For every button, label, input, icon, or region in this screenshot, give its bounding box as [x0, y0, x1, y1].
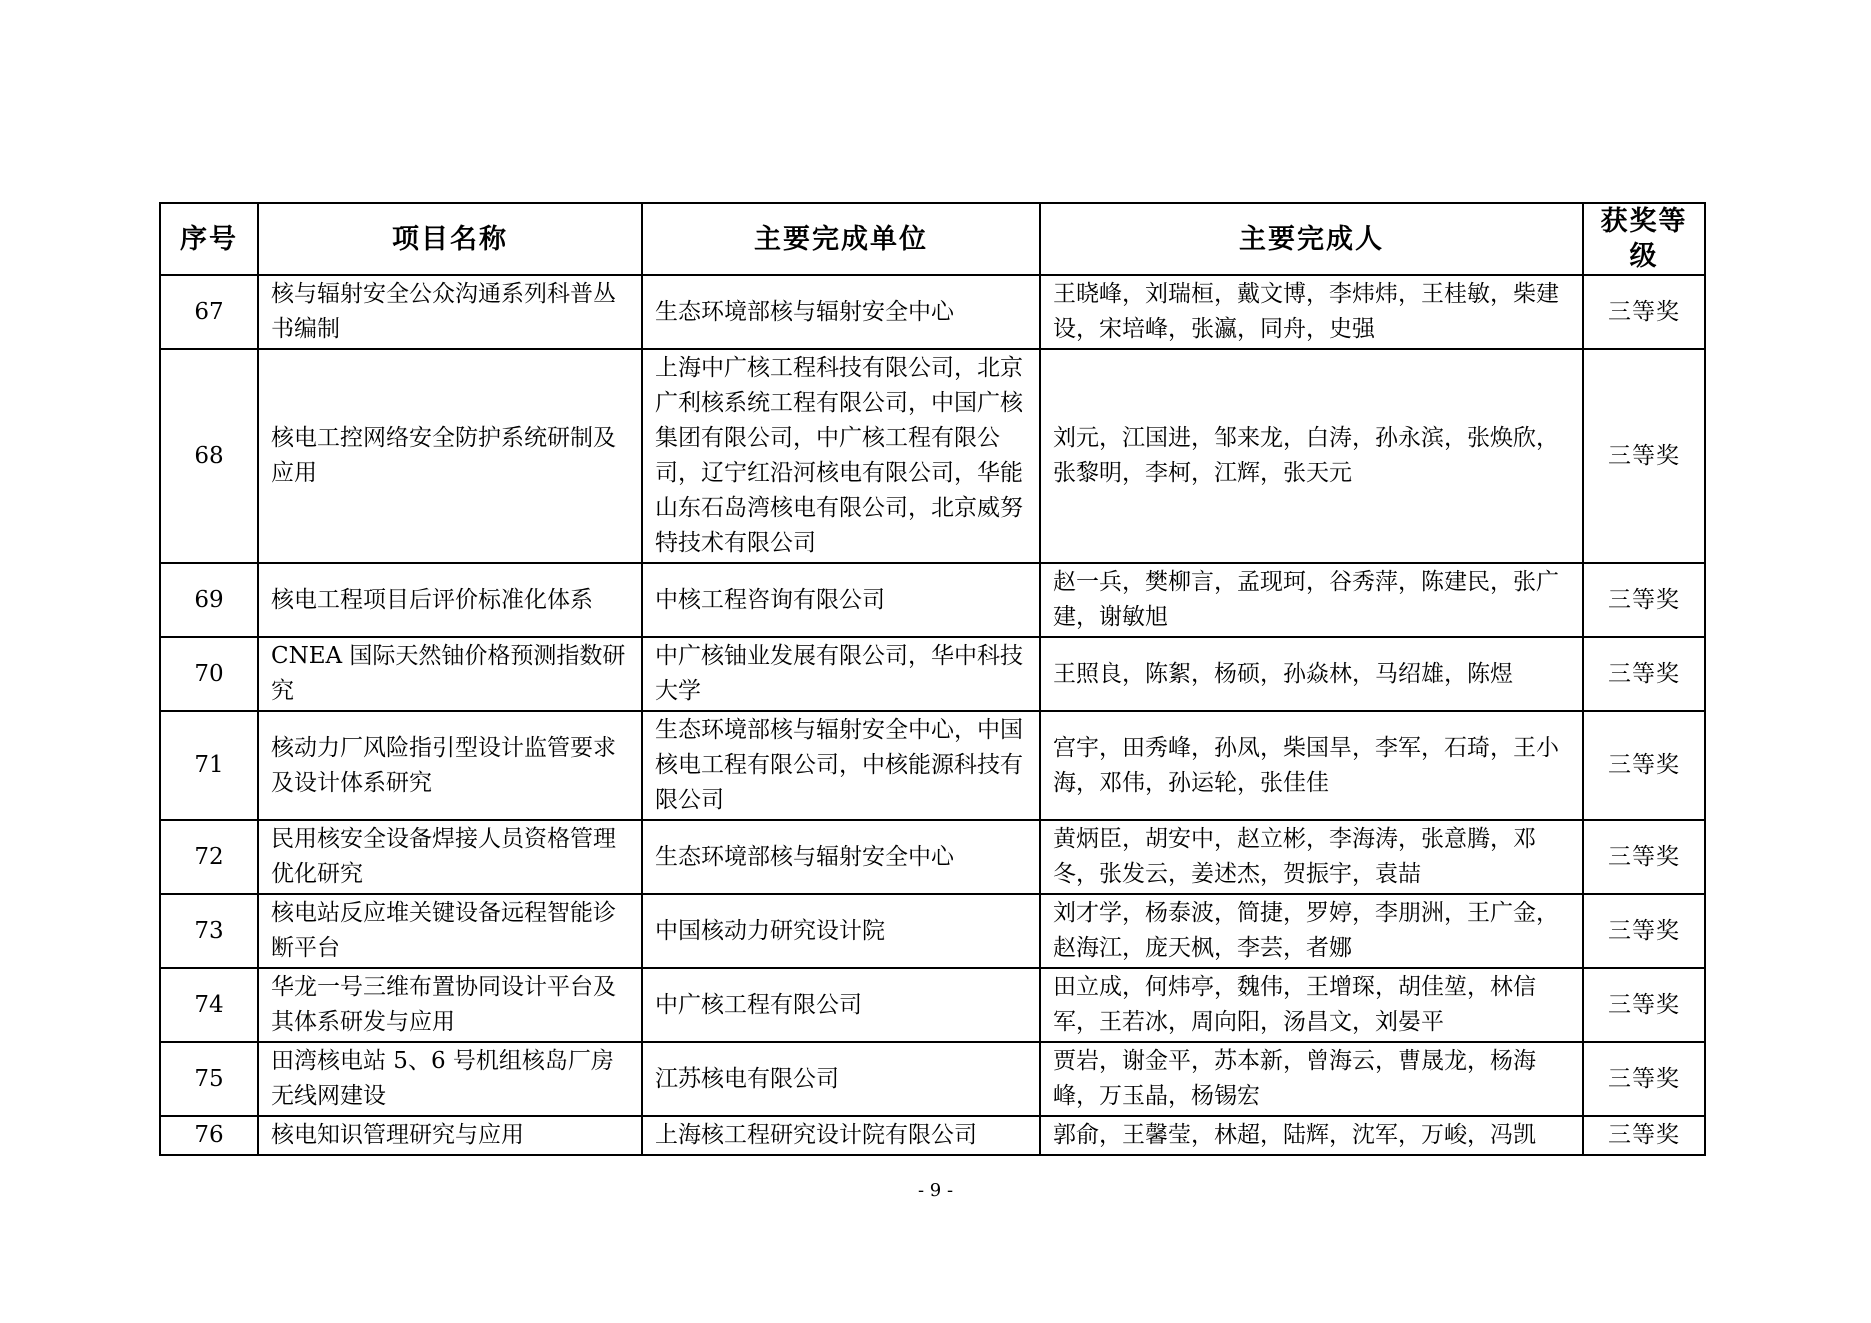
row-completing-people: 郭俞，王馨莹，林超，陆辉，沈军，万峻，冯凯 — [1040, 1116, 1583, 1155]
row-completing-unit: 生态环境部核与辐射安全中心 — [642, 820, 1040, 894]
table-row — [160, 1042, 1705, 1116]
table-row — [160, 637, 1705, 711]
header-completing-unit: 主要完成单位 — [642, 203, 1040, 275]
table-row — [160, 820, 1705, 894]
row-completing-people: 宫宇，田秀峰，孙凤，柴国旱，李军，石琦，王小海，邓伟，孙运轮，张佳佳 — [1040, 711, 1583, 820]
header-completing-people: 主要完成人 — [1040, 203, 1583, 275]
row-serial-no: 70 — [160, 637, 258, 711]
table-row — [160, 711, 1705, 820]
row-completing-unit: 中国核动力研究设计院 — [642, 894, 1040, 968]
row-project-name: 华龙一号三维布置协同设计平台及其体系研发与应用 — [258, 968, 642, 1042]
row-completing-people: 黄炳臣，胡安中，赵立彬，李海涛，张意腾，邓冬，张发云，姜述杰，贺振宇，袁喆 — [1040, 820, 1583, 894]
row-completing-people: 刘才学，杨泰波，简捷，罗婷，李朋洲，王广金，赵海江，庞天枫，李芸，者娜 — [1040, 894, 1583, 968]
row-award-grade: 三等奖 — [1583, 563, 1705, 637]
row-award-grade: 三等奖 — [1583, 275, 1705, 349]
row-project-name: 核电工程项目后评价标准化体系 — [258, 563, 642, 637]
row-completing-unit: 中广核工程有限公司 — [642, 968, 1040, 1042]
row-award-grade: 三等奖 — [1583, 349, 1705, 563]
table-row — [160, 1116, 1705, 1155]
row-serial-no: 69 — [160, 563, 258, 637]
row-project-name: 民用核安全设备焊接人员资格管理优化研究 — [258, 820, 642, 894]
table-row — [160, 349, 1705, 563]
header-project-name: 项目名称 — [258, 203, 642, 275]
row-completing-unit: 上海中广核工程科技有限公司，北京广利核系统工程有限公司，中国广核集团有限公司，中广核工程有限公司，辽宁红沿河核电有限公司，华能山东石岛湾核电有限公司，北京威努特技术有限公司 — [642, 349, 1040, 563]
row-award-grade: 三等奖 — [1583, 711, 1705, 820]
row-award-grade: 三等奖 — [1583, 820, 1705, 894]
row-award-grade: 三等奖 — [1583, 894, 1705, 968]
row-award-grade: 三等奖 — [1583, 1042, 1705, 1116]
row-completing-unit: 生态环境部核与辐射安全中心，中国核电工程有限公司，中核能源科技有限公司 — [642, 711, 1040, 820]
row-completing-unit: 中核工程咨询有限公司 — [642, 563, 1040, 637]
header-award-grade: 获奖等级 — [1583, 203, 1705, 275]
header-serial-no: 序号 — [160, 203, 258, 275]
row-serial-no: 76 — [160, 1116, 258, 1155]
row-project-name: 核电知识管理研究与应用 — [258, 1116, 642, 1155]
row-completing-people: 王晓峰，刘瑞桓，戴文博，李炜炜，王桂敏，柴建设，宋培峰，张瀛，同舟，史强 — [1040, 275, 1583, 349]
row-award-grade: 三等奖 — [1583, 968, 1705, 1042]
row-project-name: 核电工控网络安全防护系统研制及应用 — [258, 349, 642, 563]
row-serial-no: 74 — [160, 968, 258, 1042]
table-row — [160, 563, 1705, 637]
row-project-name: 核动力厂风险指引型设计监管要求及设计体系研究 — [258, 711, 642, 820]
table-header-row — [160, 203, 1705, 275]
row-completing-unit: 生态环境部核与辐射安全中心 — [642, 275, 1040, 349]
row-completing-unit: 江苏核电有限公司 — [642, 1042, 1040, 1116]
row-award-grade: 三等奖 — [1583, 1116, 1705, 1155]
table-row — [160, 275, 1705, 349]
table-row — [160, 894, 1705, 968]
row-serial-no: 67 — [160, 275, 258, 349]
row-project-name: CNEA 国际天然铀价格预测指数研究 — [258, 637, 642, 711]
row-completing-people: 王照良，陈絮，杨硕，孙焱林，马绍雄，陈煜 — [1040, 637, 1583, 711]
row-completing-people: 赵一兵，樊柳言，孟现珂，谷秀萍，陈建民，张广建，谢敏旭 — [1040, 563, 1583, 637]
row-completing-unit: 上海核工程研究设计院有限公司 — [642, 1116, 1040, 1155]
row-completing-people: 田立成，何炜亭，魏伟，王增琛，胡佳堃，林信军，王若冰，周向阳，汤昌文，刘晏平 — [1040, 968, 1583, 1042]
row-completing-unit: 中广核铀业发展有限公司，华中科技大学 — [642, 637, 1040, 711]
row-serial-no: 72 — [160, 820, 258, 894]
row-serial-no: 75 — [160, 1042, 258, 1116]
row-project-name: 核与辐射安全公众沟通系列科普丛书编制 — [258, 275, 642, 349]
awards-table — [159, 202, 1706, 1156]
row-serial-no: 71 — [160, 711, 258, 820]
table-row — [160, 968, 1705, 1042]
row-serial-no: 68 — [160, 349, 258, 563]
row-completing-people: 刘元，江国进，邹来龙，白涛，孙永滨，张焕欣，张黎明，李柯，江辉，张天元 — [1040, 349, 1583, 563]
row-serial-no: 73 — [160, 894, 258, 968]
row-project-name: 田湾核电站 5、6 号机组核岛厂房无线网建设 — [258, 1042, 642, 1116]
page-number: - 9 - — [917, 1180, 954, 1201]
row-completing-people: 贾岩，谢金平，苏本新，曾海云，曹晟龙，杨海峰，万玉晶，杨锡宏 — [1040, 1042, 1583, 1116]
row-project-name: 核电站反应堆关键设备远程智能诊断平台 — [258, 894, 642, 968]
row-award-grade: 三等奖 — [1583, 637, 1705, 711]
